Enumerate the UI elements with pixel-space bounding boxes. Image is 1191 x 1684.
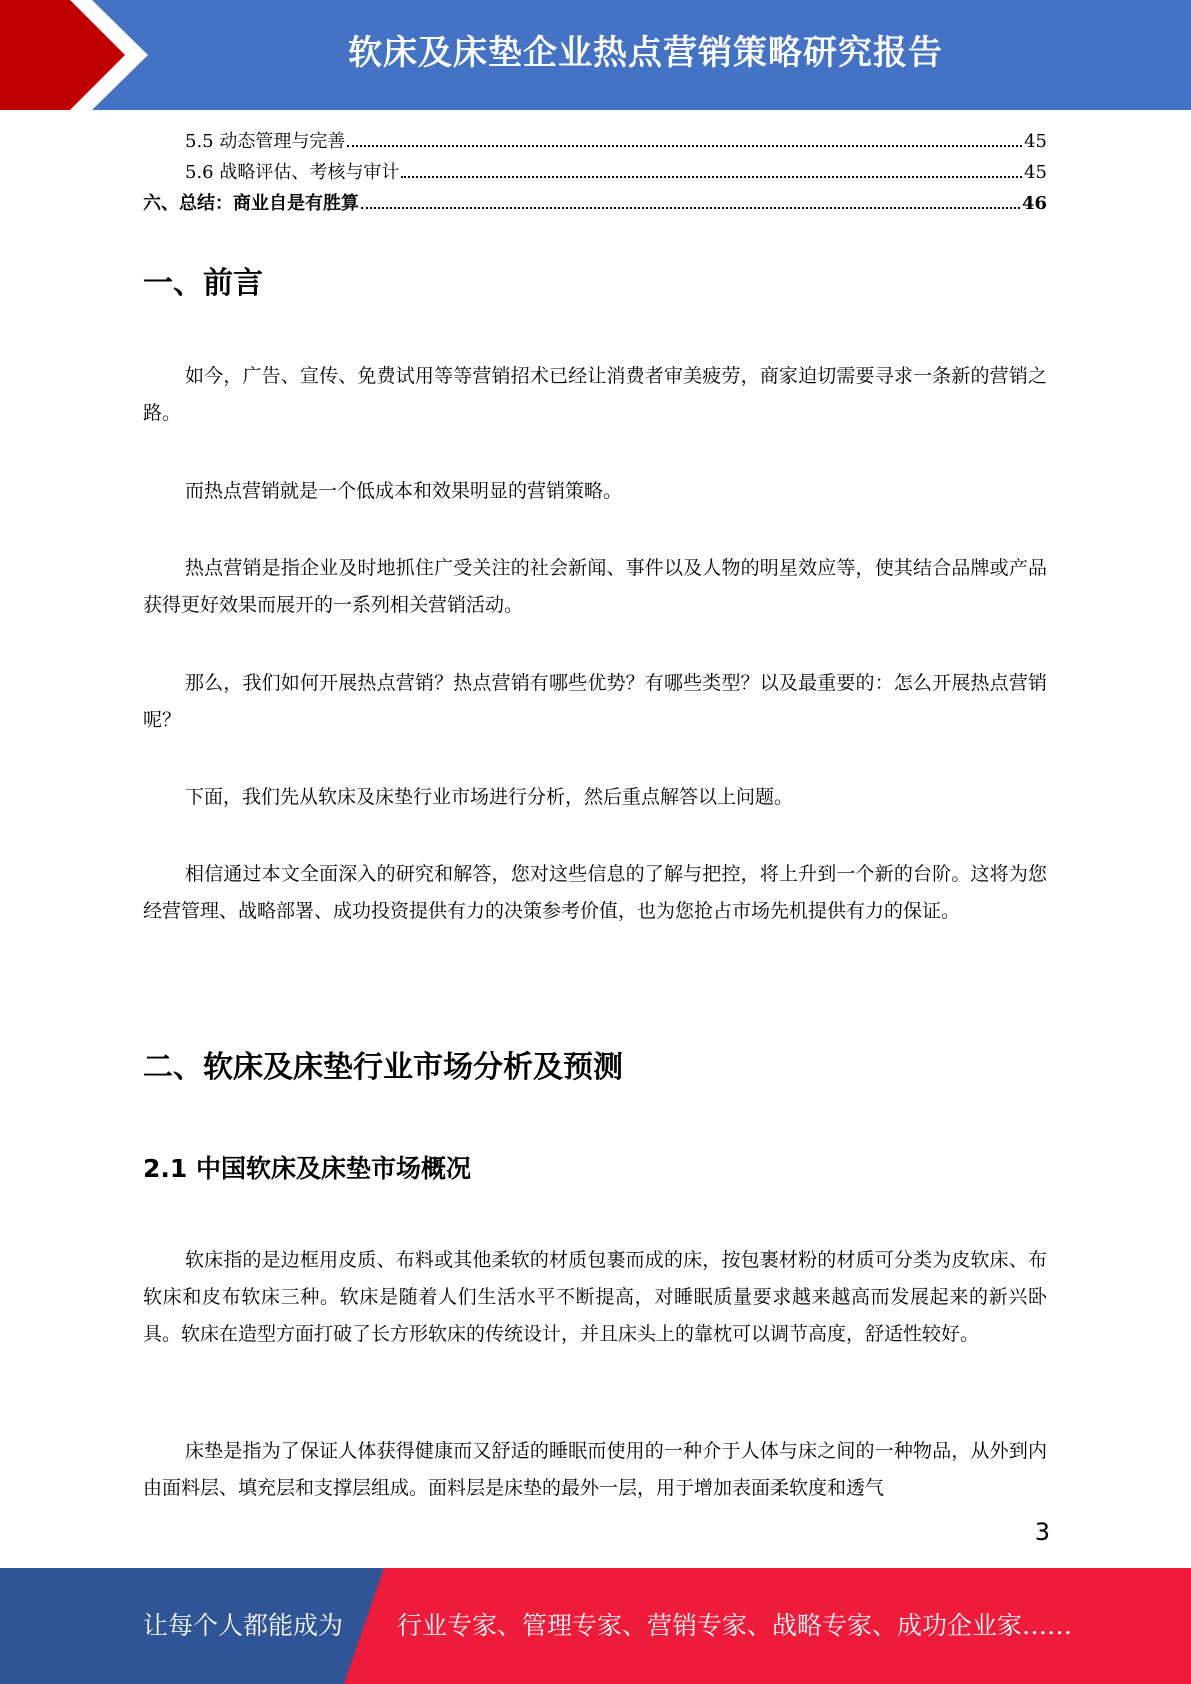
toc-leader-dots bbox=[347, 145, 1022, 147]
toc-entry-page: 45 bbox=[1024, 162, 1047, 183]
toc-entry-page: 45 bbox=[1024, 131, 1047, 152]
footer-slogan-right: 行业专家、管理专家、营销专家、战略专家、成功企业家…… bbox=[397, 1611, 1073, 1640]
header-title: 软床及床垫企业热点营销策略研究报告 bbox=[348, 33, 943, 73]
toc-entry[interactable] bbox=[143, 128, 1047, 156]
paragraph: 那么，我们如何开展热点营销？热点营销有哪些优势？有哪些类型？以及最重要的：怎么开展热点营销呢？ bbox=[143, 672, 1047, 731]
toc-leader-dots bbox=[361, 207, 1020, 209]
page-header bbox=[0, 0, 1191, 110]
paragraph: 如今，广告、宣传、免费试用等等营销招术已经让消费者审美疲劳，商家迫切需要寻求一条新的营销之路。 bbox=[143, 365, 1047, 424]
paragraph: 热点营销是指企业及时地抓住广受关注的社会新闻、事件以及人物的明星效应等，使其结合品牌或产品获得更好效果而展开的一系列相关营销活动。 bbox=[143, 557, 1047, 616]
toc-entry-label: 5.6 战略评估、考核与审计 bbox=[185, 162, 400, 183]
section-heading-market-analysis: 二、软床及床垫行业市场分析及预测 bbox=[143, 1050, 623, 1085]
paragraph: 床垫是指为了保证人体获得健康而又舒适的睡眠而使用的一种介于人体与床之间的一种物品，从外到内由面料层、填充层和支撑层组成。面料层是床垫的最外一层，用于增加表面柔软度和透气 bbox=[143, 1440, 1047, 1499]
paragraph: 软床指的是边框用皮质、布料或其他柔软的材质包裹而成的床，按包裹材粉的材质可分类为皮软床、布软床和皮布软床三种。软床是随着人们生活水平不断提高，对睡眠质量要求越来越高而发展起来的新兴卧具。软床在造型方面打破了长方形软床的传统设计，并且床头上的靠枕可以调节高度，舒适性较好。 bbox=[143, 1249, 1047, 1345]
paragraph: 相信通过本文全面深入的研究和解答，您对这些信息的了解与把控，将上升到一个新的台阶。这将为您经营管理、战略部署、成功投资提供有力的决策参考价值，也为您抢占市场先机提供有力的保证。 bbox=[143, 863, 1047, 922]
toc-entry-label: 六、总结：商业自是有胜算 bbox=[143, 193, 359, 214]
section-heading-preface: 一、前言 bbox=[143, 266, 263, 301]
paragraph: 而热点营销就是一个低成本和效果明显的营销策略。 bbox=[185, 480, 623, 502]
toc-entry[interactable] bbox=[143, 159, 1047, 187]
footer-slogan-left: 让每个人都能成为 bbox=[143, 1611, 344, 1640]
toc-leader-dots bbox=[401, 176, 1022, 178]
subsection-heading-market-overview: 2.1 中国软床及床垫市场概况 bbox=[143, 1154, 471, 1183]
paragraph: 下面，我们先从软床及床垫行业市场进行分析，然后重点解答以上问题。 bbox=[185, 786, 794, 808]
toc-entry-label: 5.5 动态管理与完善 bbox=[185, 131, 346, 152]
page-number: 3 bbox=[1034, 1518, 1050, 1546]
toc-entry-page: 46 bbox=[1021, 193, 1047, 214]
page-footer bbox=[0, 1568, 1191, 1684]
toc-entry[interactable] bbox=[143, 190, 1047, 218]
